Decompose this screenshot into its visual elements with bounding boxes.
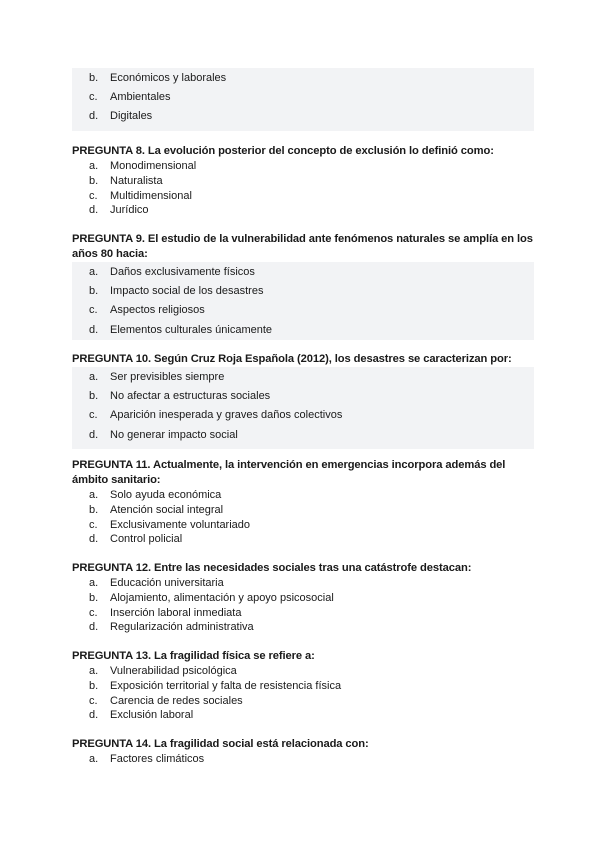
option-text: Vulnerabilidad psicológica [110, 665, 237, 677]
option [72, 203, 534, 218]
option-text: Naturalista [110, 174, 163, 187]
carryover-options [72, 68, 534, 131]
option-text: No generar impacto social [110, 428, 238, 441]
option-letter: c. [89, 189, 98, 202]
question-prompt: PREGUNTA 10. Según Cruz Roja Española (2012), los desastres se caracterizan por: [72, 353, 512, 365]
option [72, 88, 534, 107]
option-letter: d. [89, 709, 99, 722]
option [72, 679, 534, 694]
options-shaded [72, 367, 534, 449]
option-letter: b. [89, 503, 99, 516]
option-letter: d. [89, 204, 99, 217]
option-letter: c. [89, 694, 98, 707]
option-letter: b. [89, 390, 99, 403]
option [72, 576, 534, 591]
option [72, 488, 534, 503]
question-13 [72, 649, 534, 723]
option-text: Daños exclusivamente físicos [110, 266, 255, 278]
option-letter: c. [89, 304, 98, 317]
question-11 [72, 458, 534, 547]
option [72, 387, 534, 406]
option-text: Alojamiento, alimentación y apoyo psicosocial [110, 591, 334, 604]
option-text: Elementos culturales únicamente [110, 323, 273, 336]
question-prompt: PREGUNTA 12. Entre las necesidades sociales tras una catástrofe destacan: [72, 562, 472, 574]
option-text: Regularización administrativa [110, 621, 254, 634]
option [72, 368, 534, 387]
option [72, 406, 534, 425]
option-text: Aspectos religiosos [110, 304, 205, 317]
option-text: Exclusivamente voluntariado [110, 518, 251, 531]
option [72, 606, 534, 621]
option-text: Solo ayuda económica [110, 489, 222, 501]
option-letter: d. [89, 533, 99, 546]
option-text: Impacto social de los desastres [110, 285, 264, 298]
option [72, 69, 534, 88]
option-letter: c. [89, 518, 98, 531]
question-prompt: PREGUNTA 11. Actualmente, la intervención en emergencias incorpora además del ámbito sanitario: [72, 459, 506, 486]
option [72, 159, 534, 174]
option-letter: c. [89, 409, 98, 422]
option-text: Factores climáticos [110, 753, 205, 765]
option [72, 620, 534, 635]
option-text: Control policial [110, 533, 183, 546]
option-text: Ser previsibles siempre [110, 371, 225, 383]
option [72, 664, 534, 679]
option-text: Atención social integral [110, 503, 224, 516]
question-prompt: PREGUNTA 9. El estudio de la vulnerabilidad ante fenómenos naturales se amplía en los años 80 hacia: [72, 233, 533, 260]
option-text: Educación universitaria [110, 577, 224, 589]
option-letter: a. [89, 577, 99, 589]
option-letter: b. [89, 285, 99, 298]
option-letter: a. [89, 371, 99, 383]
option [72, 503, 534, 518]
option-letter: b. [89, 72, 99, 84]
option [72, 282, 534, 301]
question-9 [72, 232, 534, 340]
option-text: Ambientales [110, 91, 171, 104]
question-prompt: PREGUNTA 8. La evolución posterior del concepto de exclusión lo definió como: [72, 145, 494, 157]
option-text: Inserción laboral inmediata [110, 606, 242, 619]
option-letter: a. [89, 266, 99, 278]
question-14 [72, 737, 534, 767]
option [72, 518, 534, 533]
question-10 [72, 352, 534, 449]
option-letter: d. [89, 110, 99, 123]
option [72, 263, 534, 282]
option-text: Jurídico [110, 204, 149, 217]
option-text: No afectar a estructuras sociales [110, 390, 271, 403]
option-letter: a. [89, 665, 99, 677]
option-text: Multidimensional [110, 189, 192, 202]
option-text: Económicos y laborales [110, 72, 227, 84]
option [72, 708, 534, 723]
option-text: Carencia de redes sociales [110, 694, 243, 707]
question-prompt: PREGUNTA 13. La fragilidad física se refiere a: [72, 650, 315, 662]
option-text: Exposición territorial y falta de resistencia física [110, 679, 342, 692]
option-letter: a. [89, 753, 99, 765]
option [72, 694, 534, 709]
question-12 [72, 561, 534, 635]
option-letter: d. [89, 323, 99, 336]
option [72, 107, 534, 126]
option-text: Monodimensional [110, 160, 197, 172]
option-letter: b. [89, 174, 99, 187]
option [72, 301, 534, 320]
option [72, 591, 534, 606]
option-letter: b. [89, 679, 99, 692]
option-letter: b. [89, 591, 99, 604]
option [72, 532, 534, 547]
option-text: Aparición inesperada y graves daños colectivos [110, 409, 343, 422]
option-text: Exclusión laboral [110, 709, 194, 722]
option [72, 752, 534, 767]
option-letter: d. [89, 621, 99, 634]
option-letter: d. [89, 428, 99, 441]
option-letter: c. [89, 91, 98, 104]
question-prompt: PREGUNTA 14. La fragilidad social está relacionada con: [72, 738, 369, 750]
option [72, 321, 534, 340]
option-letter: a. [89, 160, 99, 172]
option [72, 426, 534, 445]
question-8 [72, 144, 534, 218]
option [72, 174, 534, 189]
option [72, 189, 534, 204]
option-letter: c. [89, 606, 98, 619]
option-letter: a. [89, 489, 99, 501]
option-text: Digitales [110, 110, 153, 123]
options-shaded [72, 262, 534, 340]
